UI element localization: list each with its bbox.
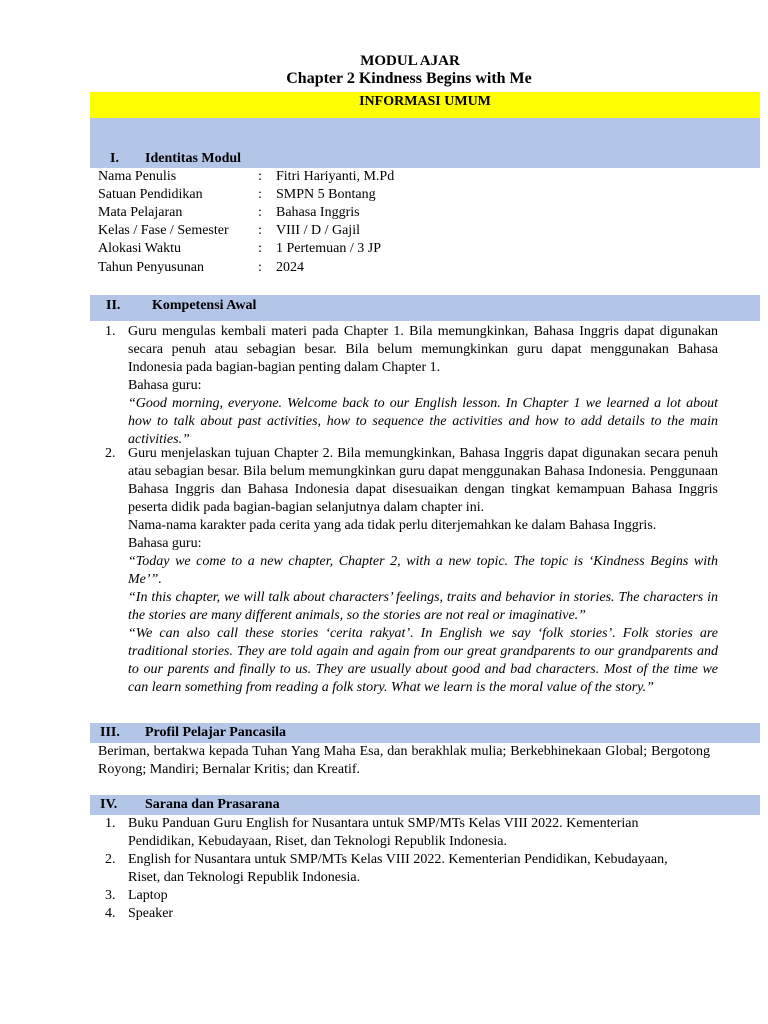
section-title: Kompetensi Awal (152, 298, 257, 313)
list-item-text: English for Nusantara untuk SMP/MTs Kelas VIII 2022. Kementerian Pendidikan, Kebudayaan, Riset, dan Teknologi Republik Indonesia. (128, 852, 668, 885)
list-number: 4. (105, 906, 116, 921)
identity-value: 2024 (276, 260, 304, 275)
section-kompetensi-header (90, 295, 760, 321)
section-number: IV. (100, 797, 118, 812)
list-number: 1. (105, 816, 116, 831)
section-number: III. (100, 725, 120, 740)
list-number: 3. (105, 888, 116, 903)
identity-value: Bahasa Inggris (276, 205, 360, 220)
kompetensi-text: Guru menjelaskan tujuan Chapter 2. Bila memungkinkan, Bahasa Inggris dapat digunakan secara penuh atau sebagian besar. Bila belum memungkinkan guru dapat menggunakan Bahasa Indonesia. Penggunaan Bahasa Inggris dan Bahasa Indonesia dapat disesuaikan dengan tingkat kemampuan Bahasa Inggris peserta didik pada bagian-bagian selanjutnya dalam chapter ini. (128, 446, 718, 515)
kompetensi-item-2 (98, 445, 718, 697)
profil-text: Beriman, bertakwa kepada Tuhan Yang Maha Esa, dan berakhlak mulia; Berkebhinekaan Global; Bergotong Royong; Mandiri; Bernalar Kritis; dan Kreatif. (98, 744, 710, 777)
section-number: I. (110, 151, 119, 166)
identity-value: 1 Pertemuan / 3 JP (276, 241, 381, 256)
kompetensi-text: Guru mengulas kembali materi pada Chapter 1. Bila memungkinkan, Bahasa Inggris dapat digunakan secara penuh atau sebagian besar. Bila belum memungkinkan guru dapat menggunakan Bahasa Indonesia pada bagian-bagian penting dalam Chapter 1. (128, 324, 718, 375)
identity-key: Tahun Penyusunan (98, 260, 204, 275)
identity-separator: : (258, 260, 262, 275)
section-number: II. (106, 298, 121, 313)
identity-separator: : (258, 223, 262, 238)
list-item (98, 905, 698, 923)
identity-value: SMPN 5 Bontang (276, 187, 376, 202)
section-profil-header (90, 723, 760, 743)
identity-key: Mata Pelajaran (98, 205, 183, 220)
identity-value: VIII / D / Gajil (276, 223, 360, 238)
identity-separator: : (258, 241, 262, 256)
list-number: 1. (105, 324, 116, 339)
list-item-text: Buku Panduan Guru English for Nusantara untuk SMP/MTs Kelas VIII 2022. Kementerian Pendidikan, Kebudayaan, Riset, dan Teknologi Republik Indonesia. (128, 816, 639, 849)
section-sarana-header (90, 795, 760, 815)
list-item-text: Speaker (128, 906, 174, 921)
identity-key: Satuan Pendidikan (98, 187, 203, 202)
list-item-text: Laptop (128, 888, 168, 903)
teacher-quote: “Today we come to a new chapter, Chapter 2, with a new topic. The topic is ‘Kindness Begins with Me’”. (128, 554, 718, 587)
identity-key: Alokasi Waktu (98, 241, 181, 256)
list-item (98, 887, 698, 905)
teacher-quote: “In this chapter, we will talk about characters’ feelings, traits and behavior in stories. The characters in the stories are many different animals, so the stories are not real or imaginative.” (128, 590, 718, 623)
teacher-quote: “We can also call these stories ‘cerita rakyat’. In English we say ‘folk stories’. Folk stories are traditional stories. They are told again and again from our great grandparents to our grandparents and to our parents and finally to us. They are usually about good and bad characters. Most of the time we can learn something from reading a folk story. What we learn is the moral value of the story.” (128, 626, 718, 695)
module-title: MODUL AJAR (360, 53, 460, 69)
list-item (98, 815, 698, 851)
identity-separator: : (258, 205, 262, 220)
list-number: 2. (105, 446, 116, 461)
kompetensi-note: Nama-nama karakter pada cerita yang ada tidak perlu diterjemahkan ke dalam Bahasa Inggris. (128, 518, 657, 533)
identity-key: Nama Penulis (98, 169, 177, 184)
sarana-list (98, 815, 698, 923)
identity-separator: : (258, 169, 262, 184)
list-number: 2. (105, 852, 116, 867)
identity-value: Fitri Hariyanti, M.Pd (276, 169, 395, 184)
section-title: Identitas Modul (145, 151, 242, 166)
general-info-banner: INFORMASI UMUM (90, 92, 760, 118)
identity-separator: : (258, 187, 262, 202)
chapter-title: Chapter 2 Kindness Begins with Me (286, 70, 532, 87)
identity-key: Kelas / Fase / Semester (98, 223, 229, 238)
section-title: Sarana dan Prasarana (145, 797, 280, 812)
section-identitas-header (90, 118, 760, 168)
teacher-language-label: Bahasa guru: (128, 536, 202, 551)
section-title: Profil Pelajar Pancasila (145, 725, 287, 740)
teacher-quote: “Good morning, everyone. Welcome back to our English lesson. In Chapter 1 we learned a lot about how to talk about past activities, how to sequence the activities and how to add details to the main activities.” (128, 396, 718, 447)
kompetensi-item-1 (98, 323, 718, 449)
list-item (98, 851, 698, 887)
teacher-language-label: Bahasa guru: (128, 378, 202, 393)
